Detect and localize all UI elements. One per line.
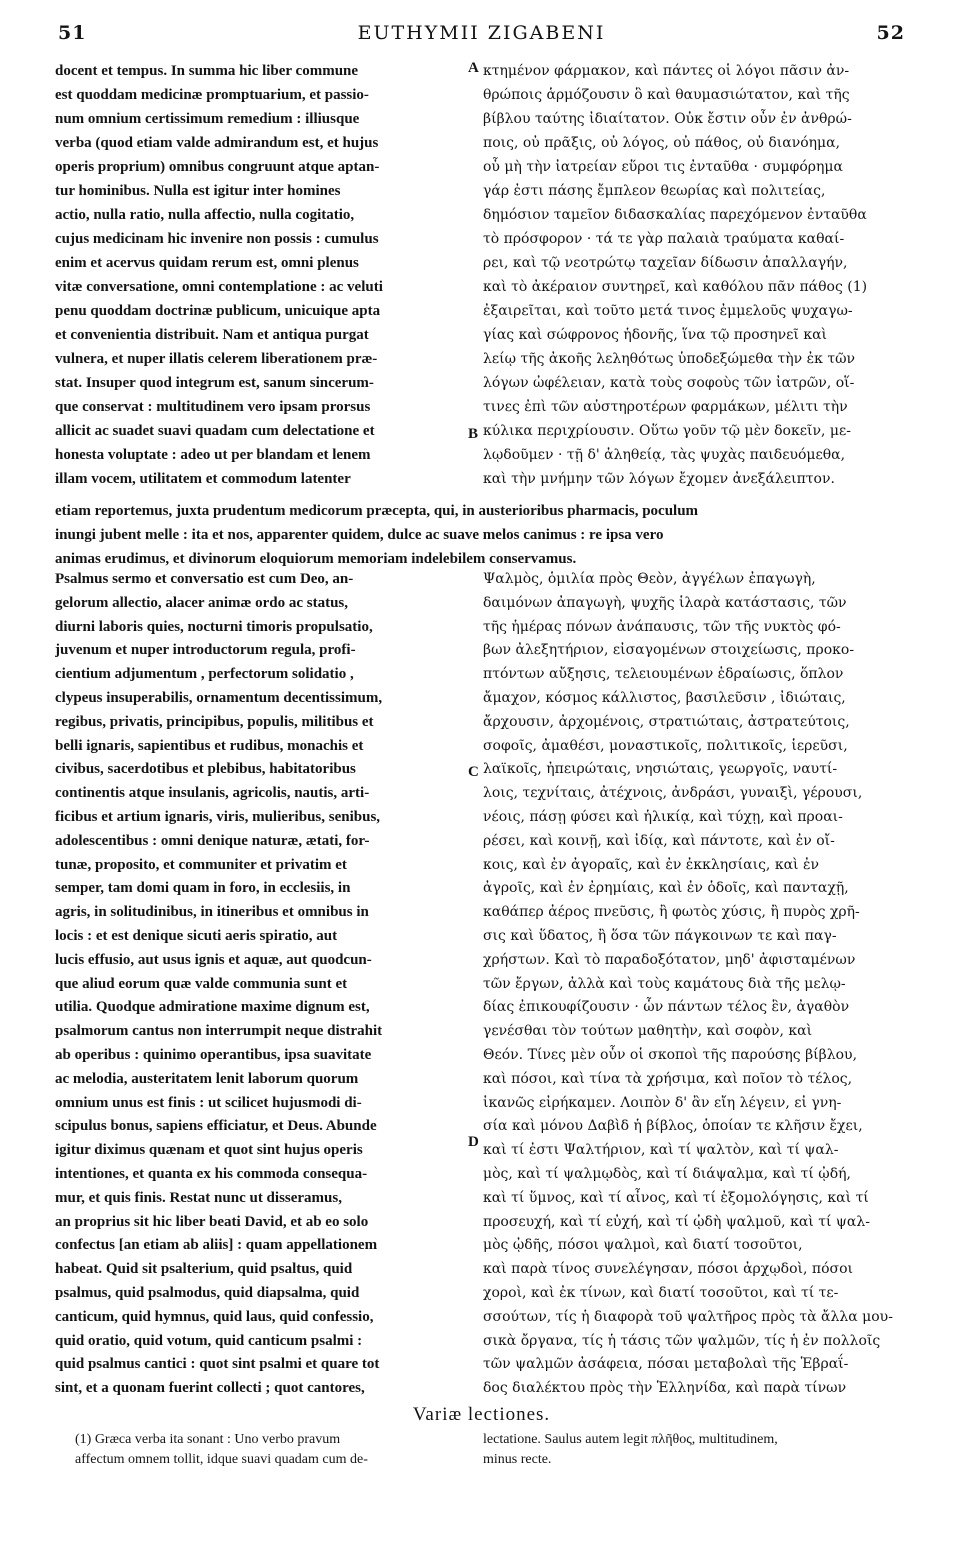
text-line: ἄμαχον, κόσμος κάλλιστος, βασιλεῦσιν , ἰδιώταις, bbox=[483, 690, 846, 706]
text-line: docent et tempus. In summa hic liber commune bbox=[55, 63, 359, 79]
text-line: vulnera, et nuper illatis celerem liberationem præ- bbox=[55, 351, 378, 367]
text-line: νέοις, πάσῃ φύσει καὶ ἡλικίᾳ, καὶ τύχῃ, καὶ προαι- bbox=[483, 809, 843, 825]
text-line: sint, et a quonam fuerint collecti ; quot cantores, bbox=[55, 1380, 365, 1397]
text-line: intentiones, et quanta ex his commoda consequa- bbox=[55, 1166, 368, 1182]
text-line: semper, tam domi quam in foro, in ecclesiis, in bbox=[55, 880, 351, 897]
running-title: EUTHYMII ZIGABENI bbox=[357, 22, 606, 44]
text-line: cujus medicinam hic invenire non possis : cumulus bbox=[55, 231, 379, 247]
text-line: καὶ παρὰ τίνος συνελέγησαν, πόσοι ἀρχῳδοὶ, πόσοι bbox=[483, 1261, 854, 1278]
text-line: Psalmus sermo et conversatio est cum Deo, an- bbox=[55, 571, 354, 587]
text-line: χοροὶ, καὶ ἐκ τίνων, καὶ διατί τοσοῦτοι, καὶ τί τε- bbox=[483, 1285, 839, 1301]
text-line: θρώποις ἁρμόζουσιν ὃ καὶ θαυμασιώτατον, καὶ τῆς bbox=[483, 87, 850, 103]
text-line: clypeus insuperabilis, ornamentum decentissimum, bbox=[55, 690, 383, 706]
text-line: τῶν ἔργων, ἀλλὰ καὶ τοὺς καμάτους διὰ τῆς μελῳ- bbox=[483, 975, 846, 992]
text-line: an proprius sit hic liber beati David, et ab eo solo bbox=[55, 1213, 369, 1230]
text-line: que aliud eorum quæ valde communia sunt et bbox=[55, 975, 348, 992]
text-line: σις καὶ ὕδατος, ἢ ὅσα τῶν πάγκοινων τε καὶ παγ- bbox=[483, 928, 837, 944]
running-header bbox=[58, 22, 905, 50]
text-line: κύλικα περιχρίουσιν. Οὕτω γοῦν τῷ μὲν δοκεῖν, με- bbox=[483, 423, 851, 439]
text-line: psalmorum cantus non interrumpit neque distrahit bbox=[55, 1023, 383, 1040]
text-line: num omnium certissimum remedium : illiusque bbox=[55, 111, 360, 127]
text-line: utilia. Quodque admiratione maxime dignum est, bbox=[55, 999, 370, 1016]
text-line: γίας καὶ σώφρονος ἡδονῆς, ἵνα τῷ προσηνεῖ καὶ bbox=[483, 327, 828, 343]
text-line: penu quoddam doctrinæ publicum, unicuique apta bbox=[55, 303, 381, 319]
text-line: Θεόν. Τίνες μὲν οὖν οἱ σκοποὶ τῆς παρούσης βίβλου, bbox=[483, 1047, 858, 1063]
text-line: operis proprium) omnibus congruunt atque aptan- bbox=[55, 159, 380, 175]
text-line: affectum omnem tollit, idque suavi quadam cum de- bbox=[75, 1452, 368, 1467]
text-line: stat. Insuper quod integrum est, sanum sincerum- bbox=[55, 375, 374, 391]
text-line: que conservat : multitudinem vero ipsam prorsus bbox=[55, 399, 371, 415]
text-line: actio, nulla ratio, nulla affectio, nulla cogitatio, bbox=[55, 207, 355, 223]
text-line: adolescentibus : omni denique naturæ, ætati, for- bbox=[55, 832, 370, 849]
text-line: enim et acervus quidam rerum est, omni plenus bbox=[55, 255, 359, 271]
text-line: lucis effusio, aut usus ignis et aquæ, aut quodcun- bbox=[55, 951, 372, 968]
text-line: δος διαλέκτου πρὸς τὴν Ἑλληνίδα, καὶ παρὰ τίνων bbox=[483, 1380, 847, 1397]
text-line: λόγων ὠφέλειαν, κατὰ τοὺς σοφοὺς τῶν ἰατρῶν, οἵ- bbox=[483, 375, 855, 391]
text-line: καὶ πόσοι, καὶ τίνα τὰ χρήσιμα, καὶ ποῖον τὸ τέλος, bbox=[483, 1070, 853, 1087]
text-line: habeat. Quid sit psalterium, quid psaltus, quid bbox=[55, 1261, 353, 1278]
page-number-left: 51 bbox=[58, 22, 87, 44]
text-line: quid oratio, quid votum, quid canticum psalmi : bbox=[55, 1332, 363, 1349]
text-line: vitæ conversatione, omni contemplatione : ac veluti bbox=[55, 279, 383, 295]
variae-lectiones-title: Variæ lectiones. bbox=[412, 1404, 551, 1425]
text-line: τινες ἐπὶ τῶν αὐστηροτέρων φαρμάκων, μέλιτι τὴν bbox=[483, 399, 848, 415]
text-line: δαιμόνων ἀπαγωγὴ, ψυχῆς ἱλαρὰ κατάστασις, τῶν bbox=[483, 594, 847, 611]
text-line: est quoddam medicinæ promptuarium, et passio- bbox=[55, 87, 369, 103]
text-line: civibus, sacerdotibus et plebibus, habitatoribus bbox=[55, 761, 356, 778]
text-line: καθάπερ ἀέρος πνεῦσις, ἢ φωτὸς χύσις, ἢ πυρὸς χρῆ- bbox=[483, 904, 860, 921]
text-line: confectus [an etiam ab aliis] : quam appellationem bbox=[55, 1237, 378, 1254]
text-line: scipulus bonus, sapiens efficiatur, et Deus. Abunde bbox=[55, 1118, 377, 1135]
text-line: βων ἀλεξητήριον, εἰσαγομένων στοιχείωσις, προκο- bbox=[483, 642, 855, 659]
text-line: ἀγροῖς, καὶ ἐν ἐρημίαις, καὶ ἐν ὁδοῖς, καὶ πανταχῇ, bbox=[483, 880, 849, 897]
text-line: diurni laboris quies, nocturni timoris propulsatio, bbox=[55, 618, 373, 635]
text-line: belli ignaris, sapientibus et rudibus, monachis et bbox=[55, 737, 364, 754]
text-line: τῶν ψαλμῶν ἀσάφεια, πόσαι μεταβολαὶ τῆς Ἑβραΐ- bbox=[483, 1356, 849, 1373]
text-line: καὶ τί ἐστι Ψαλτήριον, καὶ τί ψαλτὸν, καὶ τί ψαλ- bbox=[483, 1142, 839, 1159]
text-line: καὶ τί ὕμνος, καὶ τί αἶνος, καὶ τί ἐξομολόγησις, καὶ τί bbox=[483, 1189, 869, 1206]
text-line: βίβλου ταύτης ἰδιαίτατον. Οὐκ ἔστιν οὖν ἐν ἀνθρώ- bbox=[483, 111, 852, 127]
text-line: psalmus, quid psalmodus, quid diapsalma, quid bbox=[55, 1285, 360, 1301]
text-line: allicit ac suadet suavi quadam cum delectatione et bbox=[55, 423, 375, 439]
margin-letter-b: B bbox=[468, 426, 479, 442]
text-line: πτόντων αὔξησις, τελειουμένων ἑδραίωσις, ὅπλον bbox=[483, 666, 844, 683]
text-line: μὸς ᾠδῆς, πόσοι ψαλμοὶ, καὶ διατί τοσοῦτοι, bbox=[483, 1237, 803, 1254]
text-line: et convenientia distribuit. Nam et antiqua purgat bbox=[55, 327, 369, 343]
text-line: animas erudimus, et divinorum eloquiorum memoriam indelebilem conservamus. bbox=[55, 551, 577, 567]
text-line: canticum, quid hymnus, quid laus, quid confessio, bbox=[55, 1308, 374, 1325]
text-line: lectatione. Saulus autem legit πλῆθος, multitudinem, bbox=[483, 1432, 778, 1447]
text-line: κοις, καὶ ἐν ἀγοραῖς, καὶ ἐν ἐκκλησίαις, καὶ ἐν bbox=[483, 856, 819, 873]
text-line: ficibus et artium ignaris, viris, mulieribus, senibus, bbox=[55, 809, 381, 825]
text-line: δημόσιον ταμεῖον διδασκαλίας παρεχόμενον ἐνταῦθα bbox=[483, 207, 867, 223]
text-line: etiam reportemus, juxta prudentum medicorum præcepta, qui, in austerioribus pharmacis, poculum bbox=[55, 503, 699, 519]
margin-letter-d: D bbox=[468, 1134, 479, 1150]
text-line: ab operibus : quinimo operantibus, ipsa suavitate bbox=[55, 1047, 372, 1063]
text-line: tunæ, proposito, et communiter et privatim et bbox=[55, 856, 347, 873]
text-line: ἄρχουσιν, ἀρχομένοις, στρατιώταις, ἀστρατεύτοις, bbox=[483, 713, 850, 730]
text-line: honesta voluptate : adeo ut per blandam et lenem bbox=[55, 447, 371, 463]
text-line: λαϊκοῖς, ἠπειρώταις, νησιώταις, γεωργοῖς, ναυτί- bbox=[483, 761, 838, 778]
text-line: καὶ τὸ ἀκέραιον συντηρεῖ, καὶ καθόλου πᾶν πάθος (1) bbox=[483, 279, 868, 295]
text-line: regibus, privatis, principibus, populis, militibus et bbox=[55, 713, 374, 730]
text-line: προσευχή, καὶ τί εὐχή, καὶ τί ᾠδὴ ψαλμοῦ, καὶ τί ψαλ- bbox=[483, 1213, 870, 1230]
text-line: ἱκανῶς εἰρήκαμεν. Λοιπὸν δ' ἂν εἴη λέγειν, εἰ γνη- bbox=[483, 1094, 842, 1111]
text-line: τῆς ἡμέρας πόνων ἀνάπαυσις, τῶν τῆς νυκτὸς φό- bbox=[483, 618, 841, 635]
text-line: illam vocem, utilitatem et commodum latenter bbox=[55, 471, 351, 487]
text-line: κτημένον φάρμακον, καὶ πάντες οἱ λόγοι πᾶσιν ἀν- bbox=[483, 63, 850, 79]
text-line: σία καὶ μόνου Δαβὶδ ἡ βίβλος, ὁποίαν τε κλῆσιν ἔχει, bbox=[483, 1118, 863, 1135]
text-line: μὸς, καὶ τί ψαλμῳδὸς, καὶ τί διάψαλμα, καὶ τί ᾠδή, bbox=[483, 1166, 851, 1182]
margin-letter-a: A bbox=[468, 60, 479, 76]
text-line: δίας ἐπικουφίζουσιν · ὧν πάντων τέλος ἓν, ἀγαθὸν bbox=[483, 999, 850, 1016]
text-line: γάρ ἐστι πάσης ἔμπλεον θεωρίας καὶ πολιτείας, bbox=[483, 183, 826, 199]
margin-letter-c: C bbox=[468, 764, 479, 780]
text-line: juvenum et nuper introductorum regula, profi- bbox=[55, 642, 356, 659]
text-line: οὗ μὴ τὴν ἰατρείαν εὕροι τις ἐνταῦθα · συμφόρημα bbox=[483, 159, 843, 175]
text-line: σσούτων, τίς ἡ διαφορὰ τοῦ ψαλτῆρος πρὸς τὰ ἄλλα μου- bbox=[483, 1308, 893, 1325]
text-line: λοις, τεχνίταις, ἀτέχνοις, ἀνδράσι, γυναιξὶ, γέρουσι, bbox=[483, 785, 863, 802]
text-line: quid psalmus cantici : quot sint psalmi et quare tot bbox=[55, 1356, 380, 1373]
text-line: locis : et est denique sicuti aeris spiratio, aut bbox=[55, 928, 338, 944]
text-line: ἐξαιρεῖται, καὶ τοῦτο μετά τινος ἐμμελοῦς ψυχαγω- bbox=[483, 303, 853, 319]
text-line: σοφοῖς, ἀμαθέσι, μοναστικοῖς, πολιτικοῖς, ἱερεῦσι, bbox=[483, 737, 848, 754]
text-line: mur, et quis finis. Restat nunc ut disseramus, bbox=[55, 1189, 342, 1206]
text-line: minus recte. bbox=[483, 1452, 552, 1467]
text-line: λείῳ τῆς ἀκοῆς λεληθότως ὑποδεξώμεθα τὴν ἐκ τῶν bbox=[483, 351, 856, 367]
text-line: τὸ πρόσφορον · τά τε γὰρ παλαιὰ τραύματα καθαί- bbox=[483, 231, 845, 247]
text-line: χρήστων. Καὶ τὸ παραδοξότατον, μηδ' ἀφισταμένων bbox=[483, 951, 856, 968]
text-line: (1) Græca verba ita sonant : Uno verbo pravum bbox=[75, 1432, 341, 1447]
text-line: ποις, οὐ πρᾶξις, οὐ λόγος, οὐ πάθος, οὐ διανόημα, bbox=[483, 135, 841, 151]
text-line: σικὰ ὄργανα, τίς ἡ τάσις τῶν ψαλμῶν, τίς ἡ ἐν πολλοῖς bbox=[483, 1332, 881, 1349]
text-line: tur hominibus. Nulla est igitur inter homines bbox=[55, 183, 341, 199]
text-line: igitur diximus quænam et quot sint hujus operis bbox=[55, 1142, 363, 1159]
text-line: Ψαλμὸς, ὁμιλία πρὸς Θεὸν, ἀγγέλων ἐπαγωγὴ, bbox=[483, 571, 816, 587]
text-line: ρέσει, καὶ κοινῇ, καὶ ἰδίᾳ, καὶ πάντοτε, καὶ ἐν οἴ- bbox=[483, 832, 835, 849]
text-line: agris, in solitudinibus, in itineribus et omnibus in bbox=[55, 904, 369, 921]
page-number-right: 52 bbox=[876, 22, 905, 44]
text-line: λῳδοῦμεν · τῇ δ' ἀληθείᾳ, τὰς ψυχὰς παιδευόμεθα, bbox=[483, 447, 846, 463]
text-line: inungi jubent melle : ita et nos, apparenter quidem, dulce ac suave melos canimus : re ipsa vero bbox=[55, 527, 664, 543]
text-line: continentis atque insulanis, agricolis, nautis, arti- bbox=[55, 785, 370, 802]
text-line: gelorum allectio, alacer animæ ordo ac status, bbox=[55, 594, 349, 611]
text-line: cientium adjumentum , perfectorum solidatio , bbox=[55, 666, 354, 683]
text-line: omnium unus est finis : ut scilicet hujusmodi di- bbox=[55, 1094, 362, 1111]
text-line: γενέσθαι τὸν τούτων μαθητὴν, καὶ σοφὸν, καὶ bbox=[483, 1023, 813, 1040]
text-line: ac melodia, austeritatem lenit laborum quorum bbox=[55, 1070, 359, 1087]
text-line: ρει, καὶ τῷ νεοτρώτῳ ταχεῖαν δίδωσιν ἀπαλλαγήν, bbox=[483, 255, 848, 271]
text-line: καὶ τὴν μνήμην τῶν λόγων ἔχομεν ἀνεξάλειπτον. bbox=[483, 471, 835, 487]
text-line: verba (quod etiam valde admirandum est, et hujus bbox=[55, 135, 379, 151]
